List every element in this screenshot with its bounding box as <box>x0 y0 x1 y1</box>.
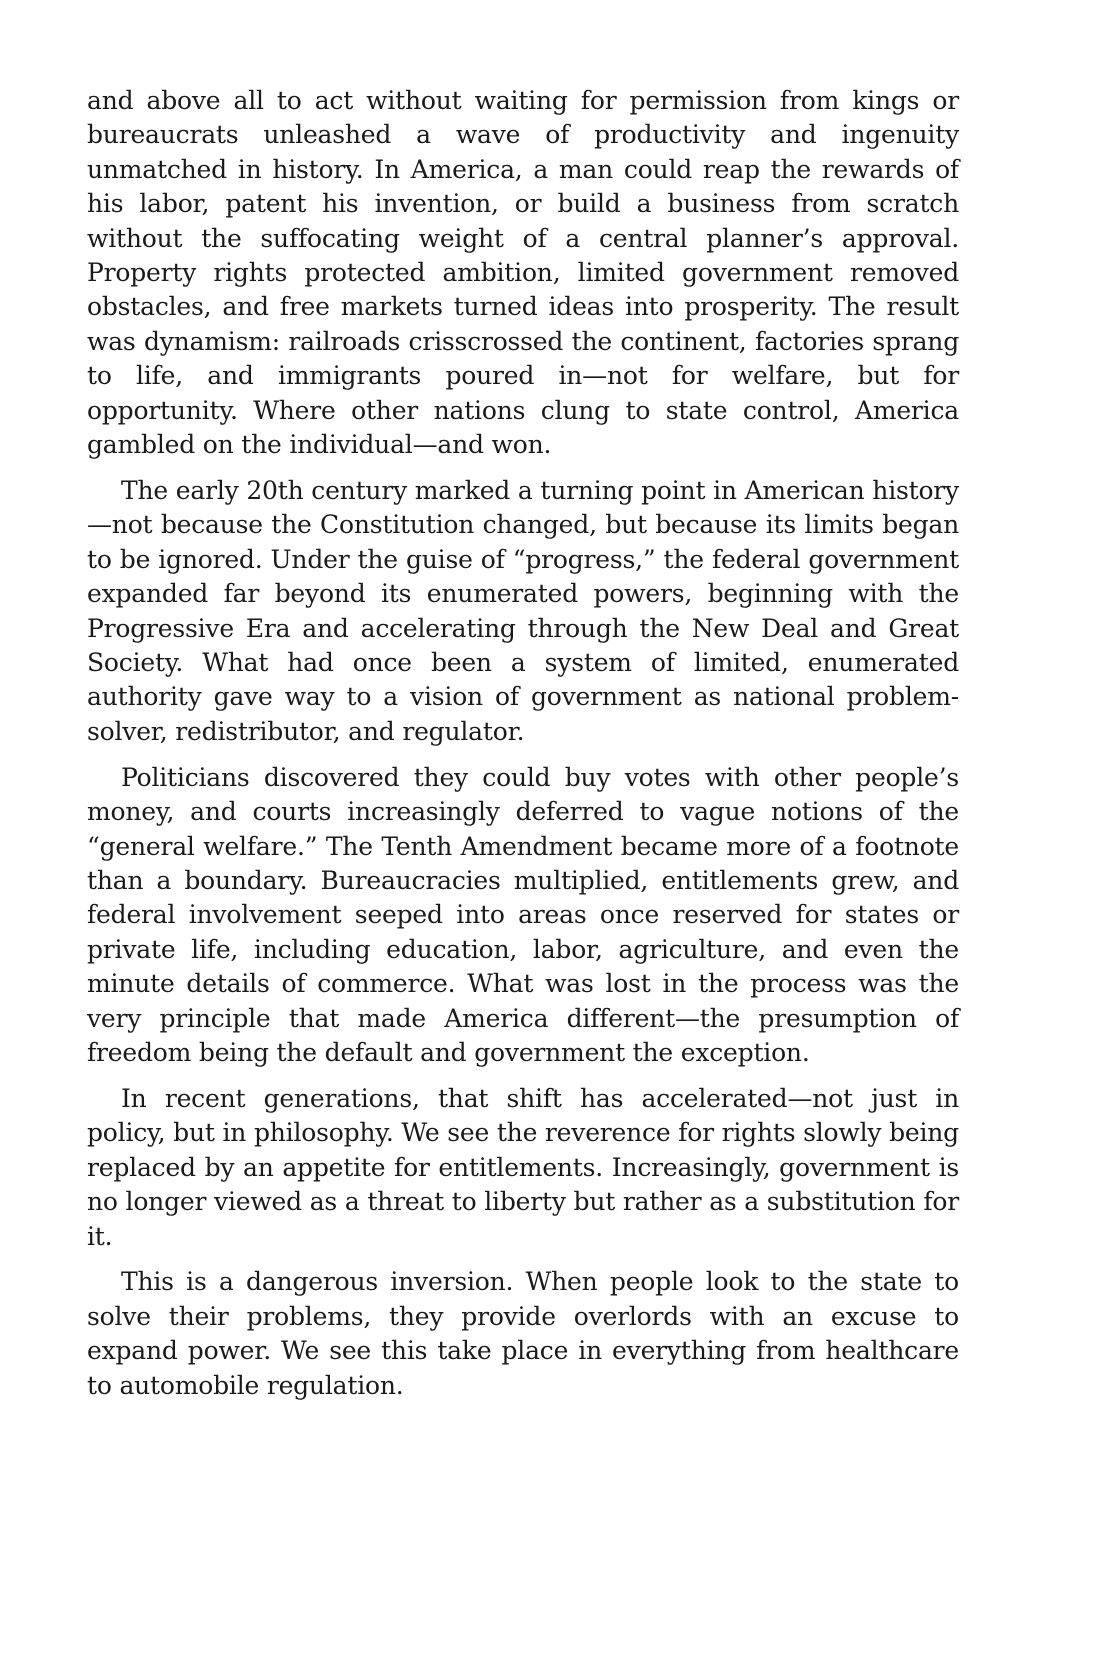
paragraph-2: The early 20th century marked a turning point in American history—not because the Constitution changed, but because its limits began to be ignored. Under the guise of “progress,” the federal government expanded far beyond its enumerated powers, beginning with the Progressive Era and accelerating through the New Deal and Great Society. What had once been a system of limited, enumerated authority gave way to a vision of government as national problem-solver, redistributor, and regulator. <box>87 475 959 746</box>
paragraph-5: This is a dangerous inversion. When people look to the state to solve their problems, they provide overlords with an excuse to expand power. We see this take place in everything from healthcare to automobile regulation. <box>87 1267 959 1400</box>
paragraph-4: In recent generations, that shift has accelerated—not just in policy, but in philosophy. We see the reverence for rights slowly being replaced by an appetite for entitlements. Increasingly, government is no longer viewed as a threat to liberty but rather as a substitution for it. <box>87 1083 959 1251</box>
paragraph-1: and above all to act without waiting for permission from kings or bureaucrats unleashed a wave of productivity and ingenuity unmatched in history. In America, a man could reap the rewards of his labor, patent his invention, or build a business from scratch without the suffocating weight of a central planner’s approval. Property rights protected ambition, limited government removed obstacles, and free markets turned ideas into prosperity. The result was dynamism: railroads crisscrossed the continent, factories sprang to life, and immigrants poured in—not for welfare, but for opportunity. Where other nations clung to state control, America gambled on the individual—and won. <box>87 86 959 460</box>
document-page <box>87 84 959 1415</box>
paragraph-3: Politicians discovered they could buy votes with other people’s money, and courts increasingly deferred to vague notions of the “general welfare.” The Tenth Amendment became more of a footnote than a boundary. Bureaucracies multiplied, entitlements grew, and federal involvement seeped into areas once reserved for states or private life, including education, labor, agriculture, and even the minute details of commerce. What was lost in the process was the very principle that made America different—the presumption of freedom being the default and government the exception. <box>87 762 959 1067</box>
